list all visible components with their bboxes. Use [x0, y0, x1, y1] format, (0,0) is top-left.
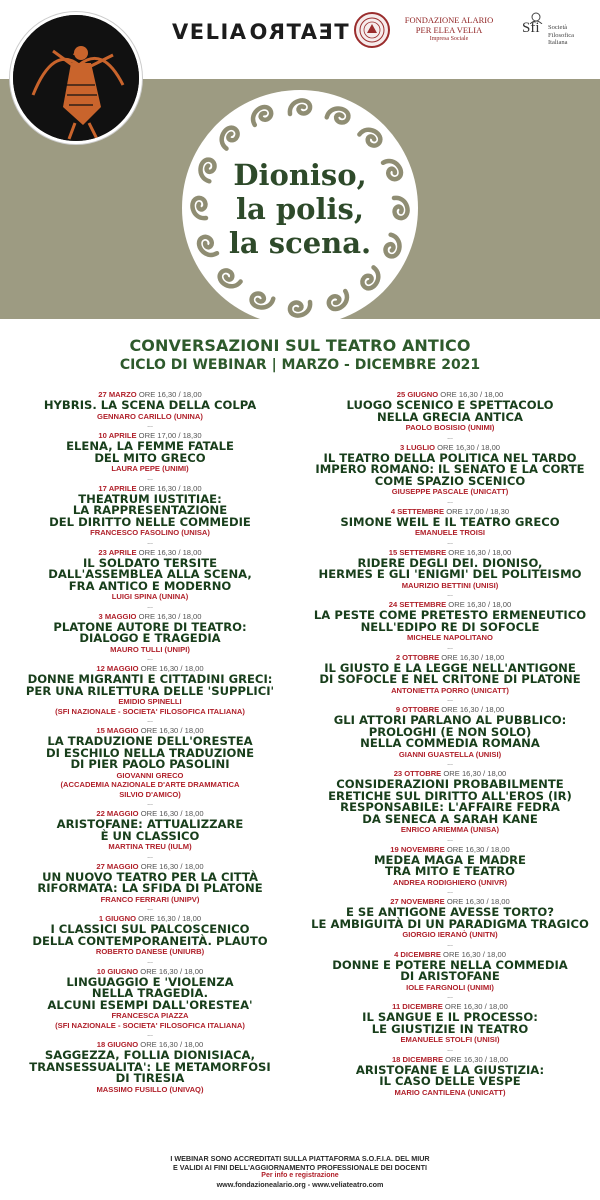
event-separator: ...	[447, 497, 453, 505]
event-speaker	[306, 528, 594, 538]
event-date: 2 OTTOBRE	[395, 652, 440, 662]
event-speaker-line: MAURO TULLI (UNIPI)	[110, 644, 190, 654]
event-title	[306, 957, 594, 983]
event-separator: ...	[147, 800, 153, 807]
event-title	[306, 555, 594, 581]
event-speaker	[0, 592, 300, 602]
event-speaker	[0, 464, 300, 474]
event-separator: ...	[147, 538, 153, 546]
event-right-9	[306, 897, 594, 950]
event-speaker	[306, 983, 594, 993]
event-speaker-line: ROBERTO DANESE (UNIURB)	[95, 947, 205, 956]
event-title-line: HYBRIS. LA SCENA DELLA COLPA	[43, 398, 257, 412]
event-speaker-line: (SFI NAZIONALE - SOCIETA' FILOSOFICA ITALIANA)	[55, 706, 245, 716]
teatro-logo-mirrored: TEATRO	[247, 20, 349, 44]
event-speaker-line: ENRICO ARIEMMA (UNISA)	[400, 825, 500, 834]
event-right-1	[306, 443, 594, 507]
event-separator: ...	[147, 422, 153, 429]
series-subtitle: CICLO DI WEBINAR | MARZO - DICEMBRE 2021	[119, 357, 481, 373]
event-speaker	[0, 842, 300, 852]
main-title	[178, 158, 422, 260]
event-separator: ...	[447, 940, 453, 948]
event-time: ORE 16,30 / 18,00	[443, 949, 506, 959]
event-time: ORE 16,30 / 18,00	[446, 897, 510, 906]
event-speaker-line: MARIO CANTILENA (UNICATT)	[394, 1087, 506, 1097]
event-title	[306, 715, 594, 750]
program-column-left	[0, 390, 300, 1094]
event-title	[306, 400, 594, 423]
event-time: ORE 16,30 / 18,00	[138, 547, 202, 557]
event-separator: ...	[447, 591, 453, 598]
event-speaker-line: EMANUELE STOLFI (UNISI)	[400, 1035, 500, 1044]
event-time: ORE 16,30 / 18,00	[140, 966, 204, 976]
event-title-line: IL SOLDATO TERSITE	[82, 555, 218, 570]
event-date: 3 MAGGIO	[98, 611, 137, 621]
event-date: 15 SETTEMBRE	[388, 547, 447, 557]
event-title-line: TRANSESSUALITA': LE METAMORFOSI	[29, 1059, 271, 1074]
event-title-line: E SE ANTIGONE AVESSE TORTO?	[345, 905, 555, 919]
event-speaker-line: FRANCESCO FASOLINO (UNISA)	[90, 528, 210, 537]
event-separator: ...	[447, 433, 453, 441]
event-title-line: GLI ATTORI PARLANO AL PUBBLICO:	[333, 713, 567, 727]
event-title-line: IL CASO DELLE VESPE	[379, 1074, 521, 1088]
event-time: ORE 16,30 / 18,00	[441, 652, 505, 662]
event-speaker	[0, 645, 300, 655]
event-right-0	[306, 390, 594, 443]
event-date: 12 MAGGIO	[96, 664, 139, 673]
event-date: 22 MAGGIO	[96, 809, 139, 818]
event-left-3	[0, 548, 300, 612]
event-title-line: PROLOGHI (E NON SOLO)	[368, 724, 532, 739]
sfi-line1: Società	[548, 24, 568, 31]
event-time: ORE 16,30 / 18,00	[448, 600, 512, 609]
event-title	[0, 1050, 300, 1085]
event-title-line: SAGGEZZA, FOLLIA DIONISIACA,	[44, 1048, 256, 1062]
event-title-line: DEL DIRITTO NELLE COMMEDIE	[49, 514, 251, 529]
event-title	[306, 852, 594, 878]
event-date: 25 GIUGNO	[396, 390, 439, 399]
footer-websites[interactable]: www.fondazionealario.org - www.veliateatro.com	[216, 1179, 384, 1189]
event-date: 1 GIUGNO	[98, 914, 137, 923]
event-speaker	[306, 581, 594, 591]
event-title	[306, 907, 594, 930]
event-time: ORE 16,30 / 18,00	[443, 769, 507, 778]
event-right-12	[306, 1055, 594, 1098]
dancing-maenad-vase-icon	[10, 12, 142, 144]
alario-text	[396, 16, 502, 43]
event-title-line: DONNE MIGRANTI E CITTADINI GRECI:	[27, 672, 273, 686]
event-time: ORE 16,30 / 18,00	[448, 547, 512, 557]
event-date: 18 DICEMBRE	[391, 1054, 444, 1064]
event-right-5	[306, 653, 594, 706]
event-title-line: TRA MITO E TEATRO	[384, 864, 516, 878]
event-speaker-line: ANTONIETTA PORRO (UNICATT)	[391, 685, 509, 695]
event-title-line: DELLA CONTEMPORANEITÀ. PLAUTO	[32, 933, 268, 948]
event-speaker	[306, 423, 594, 433]
event-title-line: THEATRUM IUSTITIAE:	[78, 491, 222, 506]
footer-accreditation-line1: I WEBINAR SONO ACCREDITATI SULLA PIATTAFORMA S.O.F.I.A. DEL MIUR	[170, 1154, 430, 1163]
event-title-line: NELLA COMMEDIA ROMANA	[360, 736, 540, 750]
event-separator: ...	[447, 696, 453, 703]
event-title-line: HERMES E GLI 'ENIGMI' DEL POLITEISMO	[318, 567, 582, 581]
event-title-line: PLATONE AUTORE DI TEATRO:	[53, 619, 247, 634]
event-separator: ...	[447, 1045, 453, 1053]
event-title-line: COME SPAZIO SCENICO	[374, 473, 526, 488]
event-speaker-line: MASSIMO FUSILLO (UNIVAQ)	[96, 1084, 204, 1094]
event-speaker-line: MICHELE NAPOLITANO	[407, 633, 493, 642]
event-title-line: DI SOFOCLE E NEL CRITONE DI PLATONE	[319, 672, 581, 686]
event-speaker-line: SILVIO D'AMICO)	[119, 789, 181, 799]
event-date: 10 APRILE	[98, 431, 137, 440]
event-title	[0, 674, 300, 697]
event-speaker	[0, 947, 300, 957]
event-title	[0, 974, 300, 1012]
event-separator: ...	[147, 852, 153, 860]
event-title-line: DONNE E POTERE NELLA COMMEDIA	[332, 957, 568, 972]
event-title	[0, 924, 300, 947]
event-separator: ...	[147, 602, 153, 610]
event-time: ORE 16,30 / 18,00	[138, 611, 202, 621]
footer-accreditation-line2: E VALIDI AI FINI DELL'AGGIORNAMENTO PROFESSIONALE DEI DOCENTI	[173, 1162, 427, 1172]
event-title	[306, 779, 594, 825]
alario-name-line3: Impresa Sociale	[429, 36, 469, 42]
event-left-6	[0, 726, 300, 809]
event-title-line: ERETICHE SUL DIRITTO ALL'EROS (IR)	[328, 788, 572, 803]
event-right-10	[306, 950, 594, 1003]
event-speaker	[0, 528, 300, 538]
event-right-11	[306, 1002, 594, 1055]
event-speaker-line: EMIDIO SPINELLI	[118, 697, 182, 706]
event-left-0	[0, 390, 300, 431]
event-left-5	[0, 664, 300, 726]
event-separator: ...	[447, 643, 453, 651]
event-title	[0, 736, 300, 771]
event-time: ORE 16,30 / 18,00	[446, 844, 510, 854]
event-title-line: IL TEATRO DELLA POLITICA NEL TARDO	[323, 450, 577, 465]
event-title	[0, 555, 300, 593]
event-title-line: DEL MITO GRECO	[94, 450, 206, 465]
event-date: 27 MAGGIO	[96, 861, 139, 871]
event-separator: ...	[447, 888, 453, 895]
event-title-line: DI ESCHILO NELLA TRADUZIONE	[45, 745, 255, 760]
event-speaker	[0, 771, 300, 800]
event-speaker-line: (SFI NAZIONALE - SOCIETA' FILOSOFICA ITALIANA)	[55, 1020, 245, 1030]
event-right-4	[306, 600, 594, 653]
event-speaker	[306, 750, 594, 760]
sfi-line3: Italiana	[548, 39, 568, 46]
event-title-line: LE GIUSTIZIE IN TEATRO	[371, 1021, 529, 1036]
event-title	[0, 869, 300, 895]
event-time: ORE 16,30 / 18,00	[140, 726, 204, 735]
event-title	[0, 400, 300, 412]
event-date: 27 NOVEMBRE	[390, 897, 445, 906]
event-speaker-line: GIOVANNI GRECO	[116, 770, 184, 780]
event-title-line: DA SENECA A SARAH KANE	[362, 811, 538, 826]
event-date: 4 DICEMBRE	[394, 949, 441, 959]
event-time: ORE 16,30 / 18,00	[444, 1002, 508, 1011]
event-title-line: LA RAPPRESENTAZIONE	[72, 503, 228, 517]
event-speaker	[0, 412, 300, 422]
event-right-7	[306, 769, 594, 845]
event-title-line: RIDERE DEGLI DEI. DIONISO,	[357, 555, 543, 570]
event-title-line: DALL'ASSEMBLEA ALLA SCENA,	[48, 567, 252, 581]
event-left-1	[0, 431, 300, 484]
event-title-line: DI PIER PAOLO PASOLINI	[70, 757, 230, 771]
event-time: ORE 16,30 / 18,00	[140, 664, 204, 673]
event-time: ORE 16,30 / 18,00	[441, 705, 505, 714]
event-title	[0, 441, 300, 464]
event-separator: ...	[147, 655, 153, 662]
event-date: 4 SETTEMBRE	[390, 506, 445, 516]
main-title-line3: la scena.	[228, 226, 372, 260]
event-title-line: SIMONE WEIL E IL TEATRO GRECO	[340, 514, 560, 529]
event-title-line: È UN CLASSICO	[100, 828, 200, 843]
event-title-line: DI ARISTOFANE	[400, 969, 500, 983]
event-time: ORE 16,30 / 18,00	[445, 1054, 509, 1064]
event-separator: ...	[147, 905, 153, 912]
event-title	[0, 819, 300, 842]
event-title-line: IL SANGUE E IL PROCESSO:	[362, 1010, 538, 1024]
event-title	[306, 610, 594, 633]
event-right-2	[306, 507, 594, 548]
event-title-line: NELLA TRAGEDIA.	[91, 986, 209, 1000]
event-speaker	[306, 487, 594, 497]
program-column-right	[306, 390, 594, 1097]
event-separator: ...	[147, 957, 153, 965]
event-time: ORE 16,30 / 18,00	[140, 809, 204, 818]
event-title-line: LA TRADUZIONE DELL'ORESTEA	[47, 734, 253, 748]
event-time: ORE 16,30 / 18,00	[138, 483, 202, 493]
event-right-8	[306, 845, 594, 898]
event-separator: ...	[447, 538, 453, 546]
event-date: 18 GIUGNO	[96, 1040, 139, 1049]
velia-logo-left: VELIA	[172, 20, 248, 44]
event-speaker-line: GIORGIO IERANÒ (UNITN)	[402, 930, 498, 939]
event-right-6	[306, 705, 594, 769]
event-title	[0, 619, 300, 645]
event-time: ORE 16,30 / 18,00	[140, 1040, 204, 1049]
event-date: 3 LUGLIO	[399, 442, 435, 452]
event-date: 15 MAGGIO	[96, 726, 139, 735]
alario-name-line2: PER ELEA VELIA	[415, 24, 483, 35]
event-speaker-line: (ACCADEMIA NAZIONALE D'ARTE DRAMMATICA	[60, 780, 240, 789]
event-date: 27 MARZO	[98, 390, 137, 399]
event-separator: ...	[147, 474, 153, 482]
event-speaker-line: LAURA PEPE (UNIMI)	[111, 464, 189, 473]
event-title-line: RIFORMATA: LA SFIDA DI PLATONE	[37, 881, 263, 895]
event-speaker	[306, 878, 594, 888]
event-title-line: RESPONSABILE: L'AFFAIRE FEDRA	[340, 800, 560, 814]
event-speaker-line: GENNARO CARILLO (UNINA)	[97, 411, 203, 421]
event-left-2	[0, 484, 300, 548]
event-separator: ...	[447, 760, 453, 767]
event-title-line: IL GIUSTO E LA LEGGE NELL'ANTIGONE	[324, 660, 576, 675]
event-right-3	[306, 548, 594, 601]
event-date: 19 NOVEMBRE	[390, 844, 445, 854]
event-date: 9 OTTOBRE	[395, 705, 440, 714]
event-title	[306, 1012, 594, 1035]
event-title	[306, 660, 594, 686]
sfi-text	[548, 24, 596, 47]
event-speaker-line: FRANCESCA PIAZZA	[111, 1011, 189, 1020]
event-title-line: ARISTOFANE: ATTUALIZZARE	[56, 817, 244, 831]
footer-info-label: Per info e registrazione	[261, 1172, 339, 1180]
event-title-line: CONSIDERAZIONI PROBABILMENTE	[336, 777, 564, 791]
event-speaker	[306, 686, 594, 696]
event-title	[306, 450, 594, 488]
event-left-4	[0, 612, 300, 665]
event-speaker-line: MAURIZIO BETTINI (UNISI)	[401, 580, 499, 590]
event-time: ORE 16,30 / 18,00	[140, 861, 204, 871]
event-speaker-line: ANDREA RODIGHIERO (UNIVR)	[392, 877, 508, 887]
event-title	[306, 1062, 594, 1088]
event-time: ORE 17,00 / 18,30	[138, 431, 202, 440]
event-date: 23 OTTOBRE	[393, 769, 442, 778]
event-separator: ...	[147, 1031, 153, 1038]
event-left-8	[0, 862, 300, 915]
alario-seal-icon	[354, 12, 390, 48]
sfi-logo[interactable]	[522, 12, 596, 52]
event-title-line: ARISTOFANE E LA GIUSTIZIA:	[355, 1062, 545, 1077]
main-title-line1: Dioniso,	[233, 158, 367, 192]
event-title	[306, 514, 594, 529]
main-title-line2: la polis,	[236, 192, 364, 226]
event-speaker-line: EMANUELE TROISI	[414, 528, 486, 537]
event-speaker	[0, 1085, 300, 1095]
event-speaker-line: MARTINA TREU (IULM)	[108, 842, 192, 851]
footer	[0, 1155, 600, 1189]
event-separator: ...	[447, 993, 453, 1000]
event-speaker-line: IOLE FARGNOLI (UNIMI)	[406, 982, 494, 992]
event-date: 11 DICEMBRE	[392, 1002, 443, 1011]
event-title-line: PER UNA RILETTURA DELLE 'SUPPLICI'	[25, 683, 275, 698]
series-title: CONVERSAZIONI SUL TEATRO ANTICO	[129, 336, 471, 355]
event-date: 23 APRILE	[98, 547, 137, 557]
alario-name-line1: FONDAZIONE ALARIO	[404, 15, 494, 25]
event-title-line: NELL'EDIPO RE DI SOFOCLE	[360, 619, 540, 634]
event-speaker	[306, 1035, 594, 1045]
event-speaker	[306, 825, 594, 835]
event-title-line: UN NUOVO TEATRO PER LA CITTÀ	[42, 869, 258, 884]
event-speaker	[0, 1011, 300, 1030]
event-separator: ...	[447, 835, 453, 843]
event-left-9	[0, 914, 300, 967]
fondazione-alario-logo[interactable]	[354, 12, 504, 52]
event-time: ORE 16,30 / 18,00	[138, 390, 202, 399]
event-time: ORE 16,30 / 18,00	[440, 390, 504, 399]
event-title-line: LUOGO SCENICO E SPETTACOLO	[346, 398, 554, 412]
event-title-line: DIALOGO E TRAGEDIA	[79, 631, 221, 645]
event-title-line: LINGUAGGIO E 'VIOLENZA	[66, 974, 234, 989]
event-title-line: DI TIRESIA	[115, 1071, 185, 1085]
event-date: 10 GIUGNO	[96, 966, 139, 976]
event-title-line: ELENA, LA FEMME FATALE	[66, 439, 234, 453]
velia-teatro-logo[interactable]	[172, 20, 348, 44]
event-speaker-line: PAOLO BOSISIO (UNIMI)	[405, 423, 495, 432]
event-title-line: LA PESTE COME PRETESTO ERMENEUTICO	[313, 608, 587, 622]
sfi-mark: Sfi	[522, 20, 540, 36]
event-title-line: FRA ANTICO E MODERNO	[68, 578, 232, 593]
event-title-line: I CLASSICI SUL PALCOSCENICO	[50, 922, 250, 936]
event-title-line: NELLA GRECIA ANTICA	[377, 409, 523, 424]
event-speaker	[0, 895, 300, 905]
event-title-line: LE AMBIGUITÀ DI UN PARADIGMA TRAGICO	[311, 916, 589, 931]
event-speaker	[0, 697, 300, 716]
event-speaker	[306, 1088, 594, 1098]
event-date: 17 APRILE	[98, 483, 137, 493]
event-speaker-line: LUIGI SPINA (UNINA)	[111, 592, 189, 601]
event-speaker	[306, 633, 594, 643]
event-left-7	[0, 809, 300, 862]
event-title-line: IMPERO ROMANO: IL SENATO E LA CORTE	[315, 462, 585, 476]
event-left-11	[0, 1040, 300, 1094]
medallion	[178, 86, 422, 330]
event-time: ORE 17,00 / 18,30	[446, 506, 510, 516]
event-time: ORE 16,30 / 18,00	[437, 442, 501, 452]
event-speaker-line: FRANCO FERRARI (UNIPV)	[100, 894, 200, 904]
event-title-line: ALCUNI ESEMPI DALL'ORESTEA'	[47, 997, 253, 1012]
event-date: 24 SETTEMBRE	[388, 600, 447, 609]
sfi-line2: Filosofica	[548, 31, 574, 39]
event-time: ORE 16,30 / 18,00	[138, 914, 202, 923]
event-title-line: MEDEA MAGA E MADRE	[374, 852, 526, 867]
event-speaker	[306, 930, 594, 940]
event-speaker-line: GIUSEPPE PASCALE (UNICATT)	[391, 487, 509, 496]
event-title	[0, 491, 300, 529]
event-speaker-line: GIANNI GUASTELLA (UNISI)	[398, 749, 502, 759]
event-left-10	[0, 967, 300, 1041]
event-separator: ...	[147, 717, 153, 724]
